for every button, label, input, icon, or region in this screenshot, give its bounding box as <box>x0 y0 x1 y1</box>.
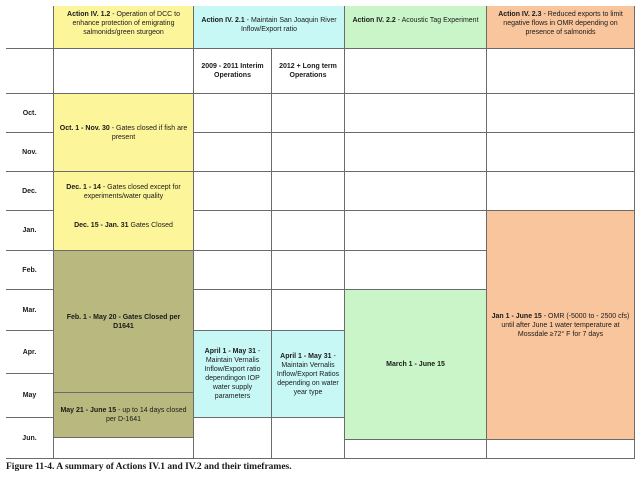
month-label-nov <box>6 133 54 172</box>
block-date: April 1 - May 31 <box>204 348 257 355</box>
empty-cell <box>345 94 487 133</box>
empty-cell <box>487 172 635 211</box>
header-title: Action IV. 2.1 <box>201 17 245 24</box>
empty-cell <box>272 251 345 290</box>
block-text: Gates Closed <box>128 221 173 229</box>
month-label-oct <box>6 94 54 133</box>
header-text: - Operation of DCC to enhance protection of emigrating salmonids/green sturgeon <box>72 11 180 36</box>
empty-cell <box>345 440 487 459</box>
month-label-mar <box>6 290 54 331</box>
month-label-feb <box>6 251 54 290</box>
empty-cell <box>272 133 345 172</box>
block-mar-jun <box>345 290 487 440</box>
month-text: Dec. <box>22 187 37 195</box>
empty-cell <box>272 211 345 251</box>
header-text: - Maintain San Joaquin River Inflow/Export ratio <box>240 17 337 33</box>
subheader-blank <box>487 49 635 94</box>
month-text: Nov. <box>22 148 37 156</box>
empty-cell <box>194 133 272 172</box>
header-title: Action IV. 2.2 <box>352 17 396 24</box>
header-action-iv-2-3 <box>487 6 635 49</box>
block-date: Jan 1 - June 15 <box>491 312 542 320</box>
empty-cell <box>345 211 487 251</box>
header-action-iv-2-2 <box>345 6 487 49</box>
block-apr-may-longterm <box>272 331 345 418</box>
empty-cell <box>194 251 272 290</box>
month-text: Oct. <box>22 109 37 117</box>
subheader-blank <box>54 49 194 94</box>
empty-cell <box>54 438 194 459</box>
block-feb-may <box>54 251 194 393</box>
month-text: Feb. <box>22 266 37 274</box>
empty-cell <box>345 172 487 211</box>
month-text: Apr. <box>22 348 37 356</box>
month-text: May <box>22 392 37 399</box>
empty-cell <box>194 172 272 211</box>
block-dec-jan <box>54 200 194 251</box>
empty-cell <box>487 440 635 459</box>
block-jan-jun <box>487 211 635 440</box>
empty-cell <box>345 251 487 290</box>
header-title: Action IV. 1.2 <box>67 11 111 18</box>
month-label-jan <box>6 211 54 251</box>
month-label-dec <box>6 172 54 211</box>
empty-cell <box>487 133 635 172</box>
block-date: Dec. 15 - Jan. 31 <box>74 221 129 229</box>
subheader-longterm <box>272 49 345 94</box>
empty-cell <box>487 94 635 133</box>
subheader-blank <box>6 49 54 94</box>
block-text: - Maintain Vernalis Inflow/Export ratio dependingon IOP water supply parameters <box>204 348 261 400</box>
header-text: - Reduced exports to limit negative flows in OMR depending on presence of salmonids <box>503 11 623 36</box>
empty-cell <box>345 133 487 172</box>
header-action-iv-2-1 <box>194 6 345 49</box>
block-date: Feb. 1 - May 20 - Gates Closed per D1641 <box>66 313 181 330</box>
block-text: - Gates closed except for experiments/water quality <box>83 183 181 200</box>
block-text: - Gates closed if fish are present <box>109 124 188 141</box>
block-date: April 1 - May 31 <box>280 352 332 360</box>
header-action-iv-1-2 <box>54 6 194 49</box>
corner-cell <box>6 6 54 49</box>
block-apr-may-interim <box>194 331 272 418</box>
block-oct-nov <box>54 94 194 172</box>
subheader-blank <box>345 49 487 94</box>
empty-cell <box>194 290 272 331</box>
block-date: March 1 - June 15 <box>386 361 445 368</box>
empty-cell <box>272 94 345 133</box>
empty-cell <box>272 290 345 331</box>
empty-cell <box>194 418 272 459</box>
month-label-apr <box>6 331 54 374</box>
month-text: Jun. <box>22 434 37 442</box>
month-text: Jan. <box>22 227 37 234</box>
empty-cell <box>194 94 272 133</box>
month-label-may <box>6 374 54 418</box>
empty-cell <box>194 211 272 251</box>
subheader-interim <box>194 49 272 94</box>
figure-caption: Figure 11-4. A summary of Actions IV.1 and IV.2 and their timeframes. <box>6 462 292 472</box>
month-text: Mar. <box>22 306 37 314</box>
header-title: Action IV. 2.3 <box>498 11 542 18</box>
block-text: - OMR (-5000 to - 2500 cfs) until after June 1 water temperature at Mossdale ≥72° F for 7 days <box>501 312 630 338</box>
subheader-interim-label: 2009 - 2011 Interim Operations <box>201 63 264 79</box>
block-text: - Maintain Vernalis Inflow/Export Ratios depending on water year type <box>276 352 340 396</box>
empty-cell <box>272 418 345 459</box>
block-may-jun <box>54 393 194 438</box>
block-text: - up to 14 days closed per D-1641 <box>105 407 187 423</box>
month-label-jun <box>6 418 54 459</box>
block-date: May 21 - June 15 <box>60 407 117 414</box>
subheader-longterm-label: 2012 + Long term Operations <box>279 63 337 79</box>
empty-cell <box>272 172 345 211</box>
header-text: - Acoustic Tag Experiment <box>395 17 479 24</box>
block-date: Dec. 1 - 14 <box>66 183 101 191</box>
block-date: Oct. 1 - Nov. 30 <box>59 124 110 132</box>
